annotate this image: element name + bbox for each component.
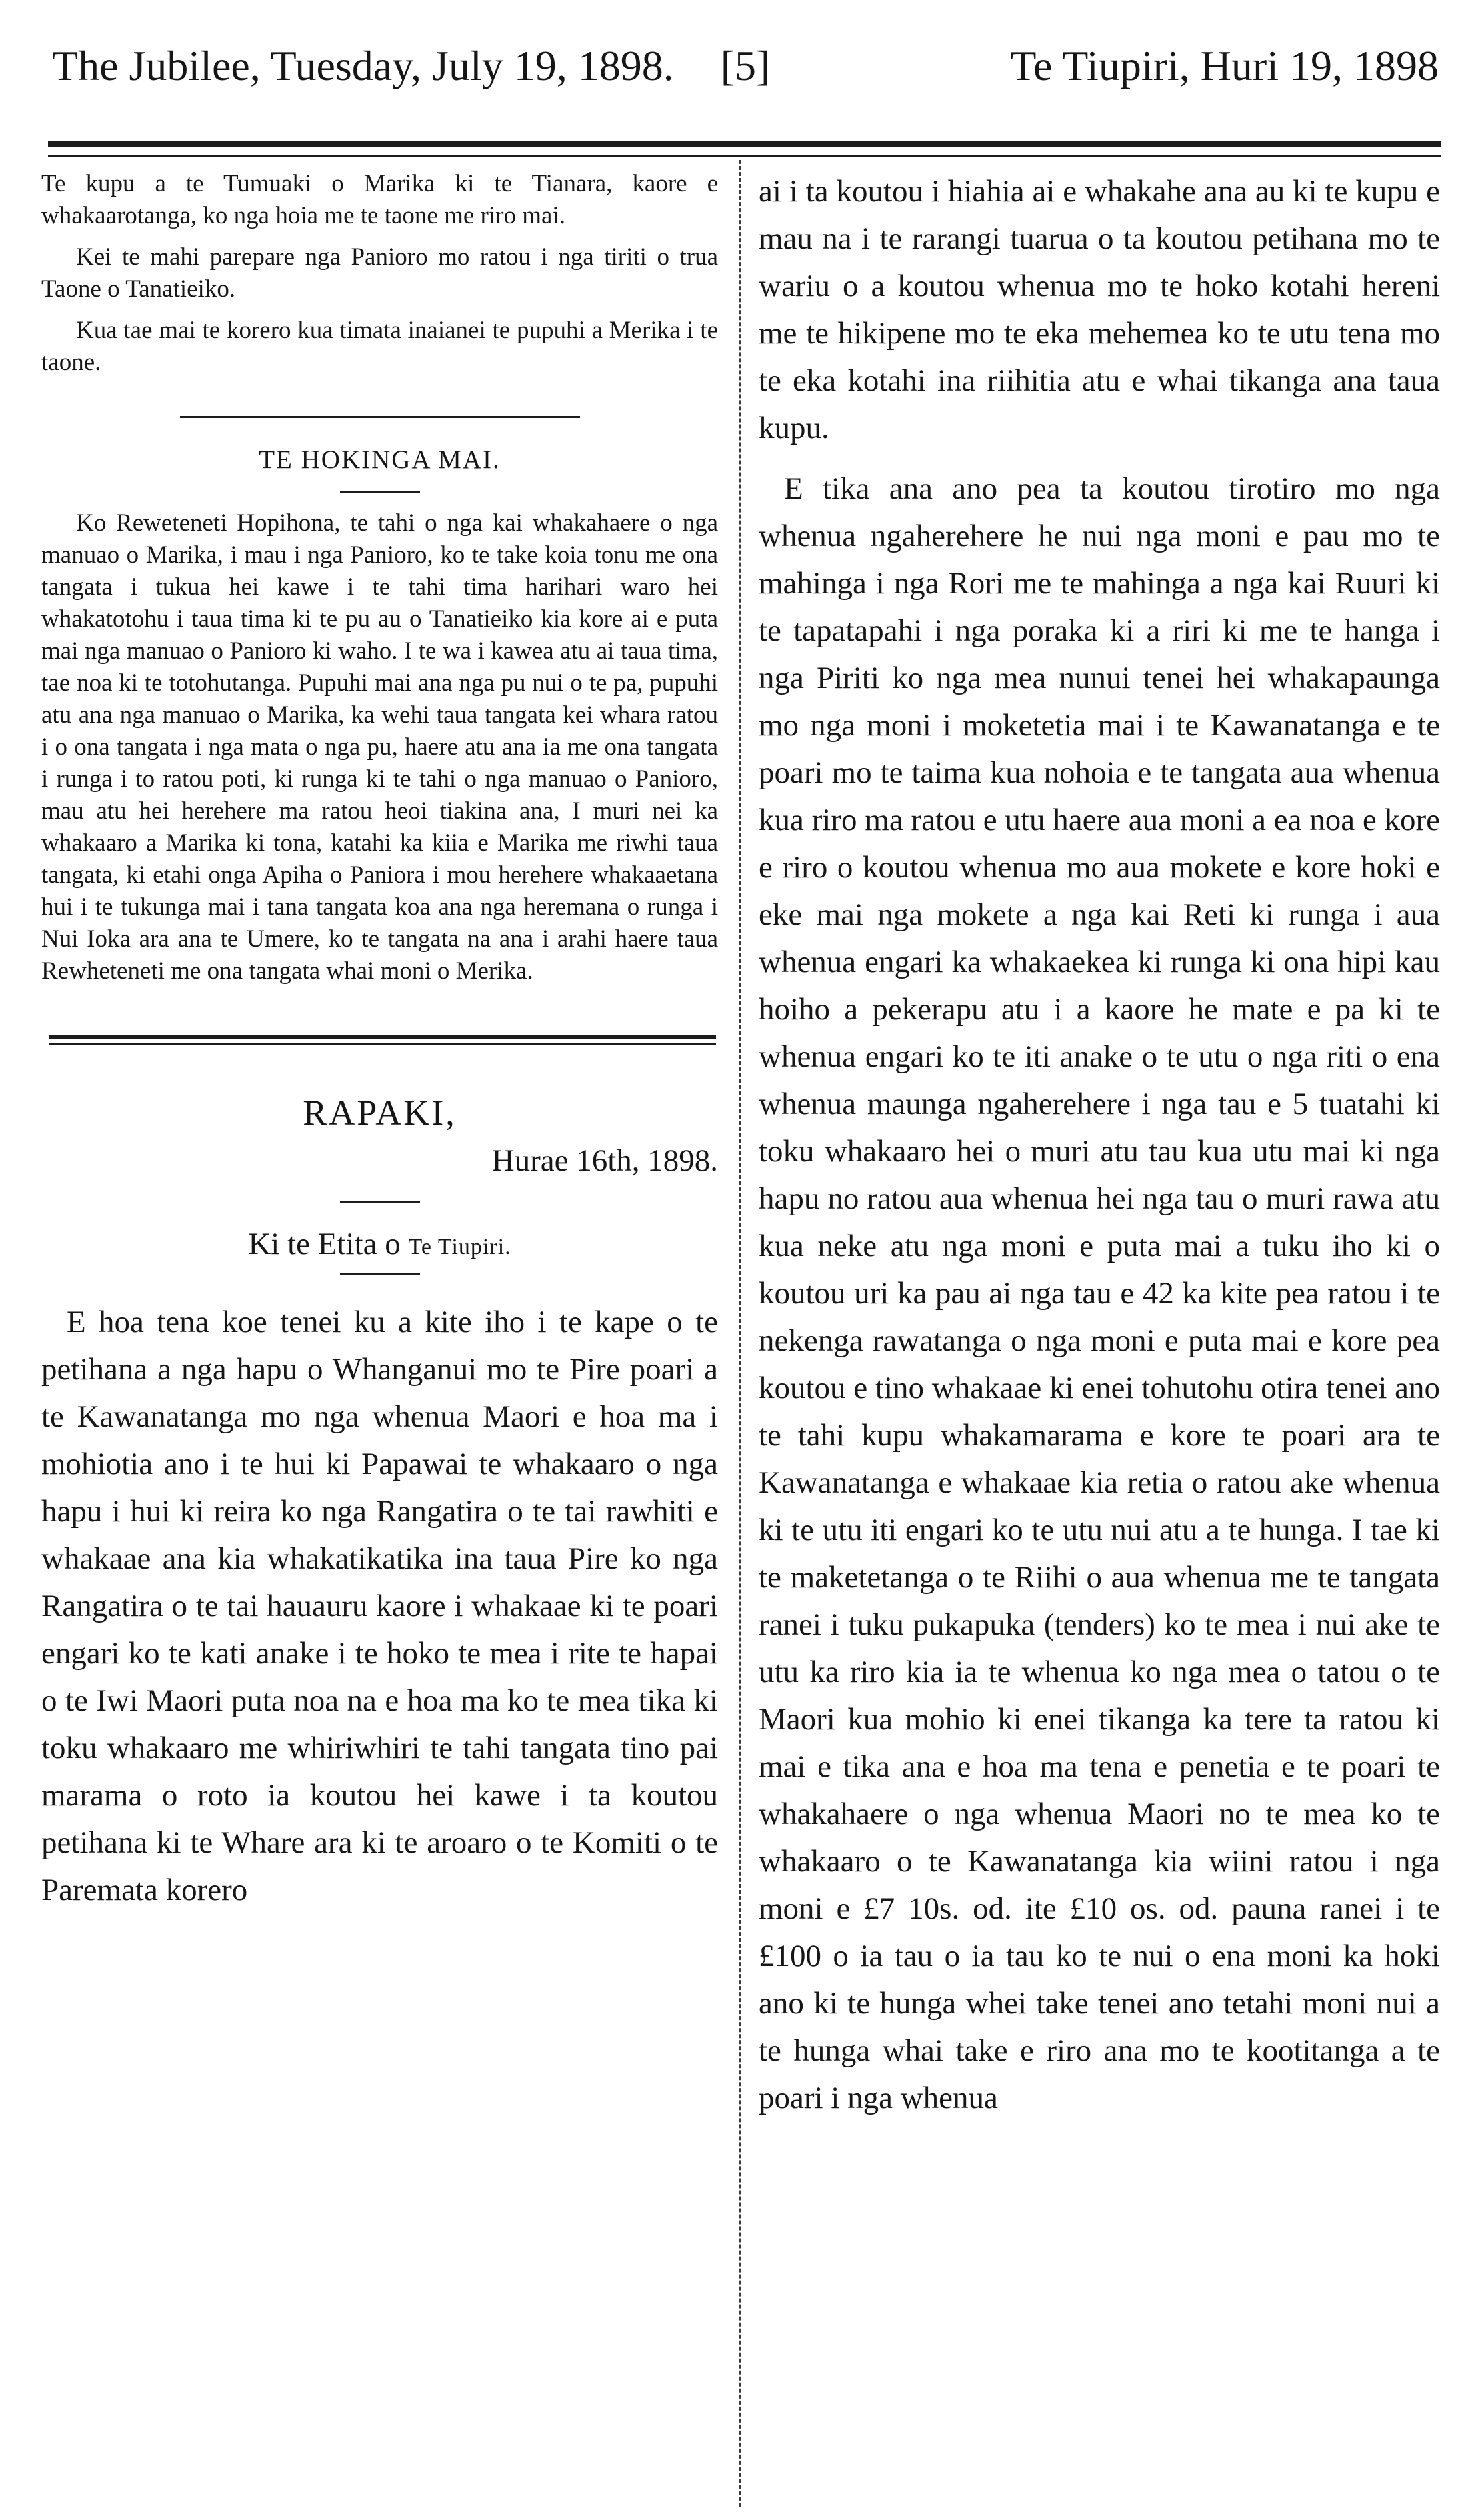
news-item: Kei te mahi parepare nga Panioro mo ratou i nga tiriti o trua Taone o Tanatieiko. bbox=[41, 243, 718, 303]
double-rule-thin bbox=[49, 1043, 716, 1045]
letter-salutation bbox=[41, 1226, 718, 1262]
news-item: Te kupu a te Tumuaki o Marika ki te Tianara, kaore e whakaarotanga, ko nga hoia me te taone me riro mai. bbox=[41, 170, 718, 229]
section-body: Ko Reweteneti Hopihona, te tahi o nga kai whakahaere o nga manuao o Marika, i mau i nga Panioro, ko te take koia tonu me ona tangata i tukua hei kawe i te tahi tima harihari waro hei whakatotohu i taua tima ki te pu au o Tanatieiko kia kore ai e puta mai nga manuao o Panioro ki waho. I te wa i kawea atu ai taua tima, tae noa ki te totohutanga. Pupuhi mai ana nga pu nui o te pa, pupuhi atu ana nga manuao o Marika, ka wehi taua tangata kei whara ratou i o ona tangata i nga mata o nga pu, haere atu ana ia me ona tangata i runga i to ratou poti, ki runga ki te tahi o nga manuao o Panioro, mau atu hei herehere ma ratou heoi tiakina ana, I muri nei ka whakaaro a Marika ki tona, katahi ka kiia e Marika me riwhi taua tangata, ki etahi onga Apiha o Paniora i mou herehere whakaaetana hui i te tukunga mai i tana tangata koa ana nga heremana o runga i Nui Ioka ara ana te Umere, ko te tangata na ana i arahi haere taua Rewheteneti me ona tangata whai moni o Merika. bbox=[41, 509, 718, 985]
masthead-maori-date: Te Tiupiri, Huri 19, 1898 bbox=[1010, 42, 1439, 89]
masthead-rule-thick bbox=[48, 141, 1441, 147]
letter-continuation: ai i ta koutou i hiahia ai e whakahe ana au ki te kupu e mau na i te rarangi tuarua o ta koutou petihana mo te wariu o a koutou whenua mo te hoko kotahi hereni me te hikipene mo te eka mehemea ko te utu tena mo te eka kotahi ina riihitia atu e whai tikanga ana taua kupu. bbox=[759, 174, 1440, 445]
masthead-english-date: The Jubilee, Tuesday, July 19, 1898. bbox=[52, 42, 674, 89]
right-column bbox=[759, 168, 1440, 2135]
page-number: [5] bbox=[720, 42, 771, 89]
heading-underline bbox=[340, 491, 420, 493]
double-rule-thick bbox=[49, 1035, 716, 1039]
section-heading: TE HOKINGA MAI. bbox=[259, 445, 501, 474]
masthead-rule-thin bbox=[48, 155, 1441, 157]
salutation-name: Te Tiupiri. bbox=[408, 1235, 511, 1259]
letter-heading: RAPAKI, bbox=[303, 1093, 457, 1133]
salutation-prefix: Ki te Etita o bbox=[248, 1227, 401, 1261]
letter-date: Hurae 16th, 1898. bbox=[491, 1143, 718, 1178]
news-item: Kua tae mai te korero kua timata inaianei te pupuhi a Merika i te taone. bbox=[41, 317, 718, 376]
column-divider bbox=[739, 160, 741, 2507]
left-column bbox=[41, 168, 718, 1927]
letter-body: E hoa tena koe tenei ku a kite iho i te kape o te petihana a nga hapu o Whanganui mo te Pire poari a te Kawanatanga mo nga whenua Maori e hoa ma i mohiotia ano i te hui ki Papawai te whakaaro o nga hapu i hui ki reira ko nga Rangatira o te tai rawhiti e whakaae ana kia whakatikatika ina taua Pire ko nga Rangatira o te tai hauauru kaore i whakaae ki te poari engari ko te kati anake i te hoko te mea i rite te hapai o te Iwi Maori puta noa na e hoa ma ko te mea tika ki toku whakaaro me whiriwhiri te tahi tangata tino pai marama o roto ia koutou hei kawe i ta koutou petihana ki te Whare ara ki te aroaro o te Komiti o te Paremata korero bbox=[41, 1305, 718, 1907]
letter-date-rule bbox=[340, 1201, 420, 1203]
salutation-rule bbox=[340, 1273, 420, 1275]
masthead bbox=[52, 41, 1439, 115]
letter-paragraph: E tika ana ano pea ta koutou tirotiro mo nga whenua ngaherehere he nui nga moni e pau mo te mahinga i nga Rori me te mahinga a nga kai Ruuri ki te tapatapahi i nga poraka ki a riri ki me te hanga i nga Piriti ko nga mea nunui tenei hei whakapaunga mo nga moni i moketetia mai i te Kawanatanga e te poari mo te taima kua nohoia e te tangata aua whenua kua riro ma ratou e utu haere aua moni a ea noa e kore e riro o koutou whenua mo aua mokete e kore hoki e eke mai nga mokete a nga kai Reti ki runga i aua whenua engari ka whakaekea ki runga ki ona hipi kau hoiho a pekerapu atu i a kaore he mate e pa ki te whenua engari ko te iti anake o te utu o nga riti o ena whenua maunga ngaherehere i nga tau e 5 tuatahi ki toku whakaaro hei o muri atu tau kua utu mai ki nga hapu no ratou aua whenua hei nga tau o muri rawa atu kua neke atu nga moni e puta mai a tuku iho ki o koutou uri ka pau ai nga tau e 42 ka kite pea ratou i te nekenga rawatanga o nga moni e puta mai e kore pea koutou e tino whakaae ki enei tohutohu otira tenei ano te tahi kupu whakamarama e kore te poari ara te Kawanatanga e whakaae kia retia o ratou ake whenua ki te utu iti engari ko te utu nui atu a te hunga. I tae ki te maketetanga o te Riihi o aua whenua me te tangata ranei i tuku pukapuka (tenders) ko te mea i nui ake te utu ka riro kia ia te whenua ko nga mea o tatou o te Maori kua mohio ki enei tikanga ka tere ta ratou ki mai e tika ana e hoa ma tena e penetia e te poari te whakahaere o nga whenua Maori no te mea ko te whakaaro o te Kawanatanga kia wiini ratou i nga moni e £7 10s. od. ite £10 os. od. pauna ranei i te £100 o ia tau o ia tau ko te nui o ena moni ka hoki ano ki te hunga whei take tenei ano tetahi moni nui a te hunga whai take e riro ana mo te kootitanga a te poari i nga whenua bbox=[759, 471, 1440, 2115]
section-separator bbox=[180, 416, 580, 418]
